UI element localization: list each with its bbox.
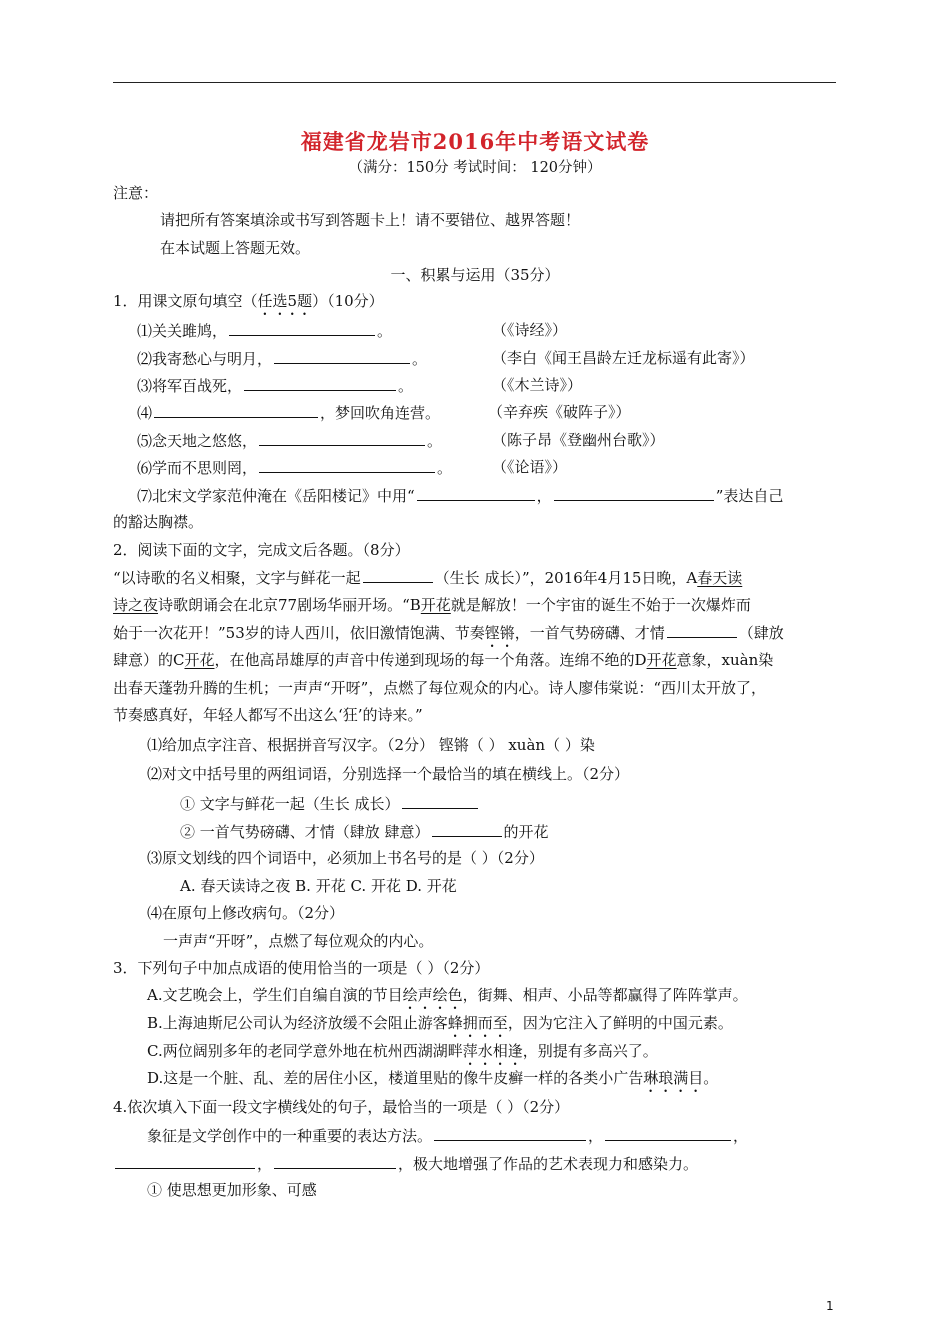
answer-blank[interactable] <box>259 430 425 446</box>
q1-item-1: ⑴关关雎鸠， 。 <box>137 322 393 340</box>
notice-line-2: 在本试题上答题无效。 <box>160 239 311 257</box>
q2-sub-4-sentence: 一声声“开呀”，点燃了每位观众的内心。 <box>163 932 434 950</box>
q1-item-3: ⑶将军百战死， 。 <box>137 377 414 395</box>
q3-option-d: D.这是一个脏、乱、差的居住小区，楼道里贴的像牛皮癣一样的各类小广告琳琅满目。 <box>147 1069 719 1087</box>
q1-item-7-cont: 的豁达胸襟。 <box>113 513 204 531</box>
answer-blank[interactable] <box>554 485 714 501</box>
q4-passage-line-1: 象征是文学创作中的一种重要的表达方法。 ， ， <box>147 1127 749 1145</box>
notice-label: 注意： <box>113 184 159 202</box>
q1-item-6: ⑹学而不思则罔， 。 <box>137 459 453 477</box>
answer-blank[interactable] <box>363 567 433 583</box>
q4-option-1: ① 使思想更加形象、可感 <box>147 1181 317 1199</box>
answer-blank[interactable] <box>274 348 410 364</box>
answer-blank[interactable] <box>417 485 535 501</box>
answer-blank[interactable] <box>434 1125 586 1141</box>
answer-blank[interactable] <box>259 457 435 473</box>
notice-line-1: 请把所有答案填涂或书写到答题卡上！请不要错位、越界答题！ <box>160 211 581 229</box>
exam-info: （满分：150分 考试时间： 120分钟） <box>348 160 602 176</box>
q4-passage-line-2: ， ，极大地增强了作品的艺术表现力和感染力。 <box>113 1153 698 1174</box>
q2-sub-2a: ① 文字与鲜花一起（生长 成长） <box>180 793 480 814</box>
q1-stem: 1．用课文原句填空（任选5题）（10分） <box>113 292 384 310</box>
q2-sub-4: ⑷在原句上修改病句。（2分） <box>147 904 345 922</box>
q2-passage-line-6: 节奏感真好，年轻人都写不出这么‘狂’的诗来。” <box>113 706 423 724</box>
q1-item-4-source: （辛弃疾《破阵子》） <box>488 403 631 421</box>
q2-passage-line-1: “以诗歌的名义相聚，文字与鲜花一起 （生长 成长）”，2016年4月15日晚，A春天读 <box>113 569 743 587</box>
q2-sub-1: ⑴给加点字注音、根据拼音写汉字。（2分） 铿锵（ ） xuàn（ ）染 <box>147 736 595 754</box>
q2-sub-3-options: A. 春天读诗之夜 B. 开花 C. 开花 D. 开花 <box>180 877 457 895</box>
q1-item-1-source: （《诗经》） <box>492 321 568 339</box>
q2-passage-line-4: 肆意）的C开花，在他高昂雄厚的声音中传递到现场的每一个角落。连绵不绝的D开花意象，xuàn染 <box>113 651 774 669</box>
q1-item-3-source: （《木兰诗》） <box>492 376 583 394</box>
answer-blank[interactable] <box>244 375 396 391</box>
q2-stem: 2．阅读下面的文字，完成文后各题。（8分） <box>113 541 410 559</box>
q1-item-4: ⑷ ，梦回吹角连营。 <box>137 404 441 422</box>
q2-sub-2b: ② 一首气势磅礴、才情（肆放 肆意） 的开花 <box>180 823 549 841</box>
q1-item-5-source: （陈子昂《登幽州台歌》） <box>492 431 665 449</box>
page-number: 1 <box>826 1299 834 1313</box>
q1-item-2-source: （李白《闻王昌龄左迁龙标遥有此寄》） <box>492 349 755 367</box>
q1-item-6-source: （《论语》） <box>492 458 568 476</box>
page-title: 福建省龙岩市2016年中考语文试卷 <box>300 129 650 154</box>
q1-item-5: ⑸念天地之悠悠， 。 <box>137 432 443 450</box>
answer-blank[interactable] <box>274 1153 396 1169</box>
section-heading: 一、积累与运用（35分） <box>390 266 560 284</box>
q2-passage-line-2: 诗之夜诗歌朗诵会在北京77剧场华丽开场。“B开花就是解放！一个宇宙的诞生不始于一次爆炸而 <box>113 596 751 614</box>
q2-passage-line-5: 出春天蓬勃升腾的生机；一声声“开呀”，点燃了每位观众的内心。诗人廖伟棠说：“西川太开放了， <box>113 679 767 697</box>
q2-sub-2: ⑵对文中括号里的两组词语，分别选择一个最恰当的填在横线上。（2分） <box>147 765 630 783</box>
q1-emphasis: 任选5题 <box>257 292 313 310</box>
q3-option-b: B.上海迪斯尼公司认为经济放缓不会阻止游客蜂拥而至，因为它注入了鲜明的中国元素。 <box>147 1014 733 1032</box>
answer-blank[interactable] <box>229 320 375 336</box>
q2-sub-3: ⑶原文划线的四个词语中，必须加上书名号的是（ ）（2分） <box>147 849 544 867</box>
answer-blank[interactable] <box>432 821 502 837</box>
answer-blank[interactable] <box>154 402 318 418</box>
q3-option-a: A.文艺晚会上，学生们自编自演的节目绘声绘色，街舞、相声、小品等都赢得了阵阵掌声。 <box>147 986 748 1004</box>
header-rule <box>113 82 836 83</box>
q1-item-7: ⑺北宋文学家范仲淹在《岳阳楼记》中用“ ， ”表达自己 <box>137 487 784 505</box>
q2-passage-line-3: 始于一次花开！”53岁的诗人西川，依旧激情饱满、节奏铿锵，一首气势磅礴、才情 （肆放 <box>113 624 784 642</box>
answer-blank[interactable] <box>115 1153 255 1169</box>
q3-option-c: C.两位阔别多年的老同学意外地在杭州西湖湖畔萍水相逢，别提有多高兴了。 <box>147 1042 658 1060</box>
q4-stem: 4.依次填入下面一段文字横线处的句子，最恰当的一项是（ ）（2分） <box>113 1098 570 1116</box>
q1-item-2: ⑵我寄愁心与明月， 。 <box>137 350 428 368</box>
q3-stem: 3．下列句子中加点成语的使用恰当的一项是（ ）（2分） <box>113 959 490 977</box>
answer-blank[interactable] <box>605 1125 731 1141</box>
answer-blank[interactable] <box>667 622 737 638</box>
answer-blank[interactable] <box>402 793 478 809</box>
